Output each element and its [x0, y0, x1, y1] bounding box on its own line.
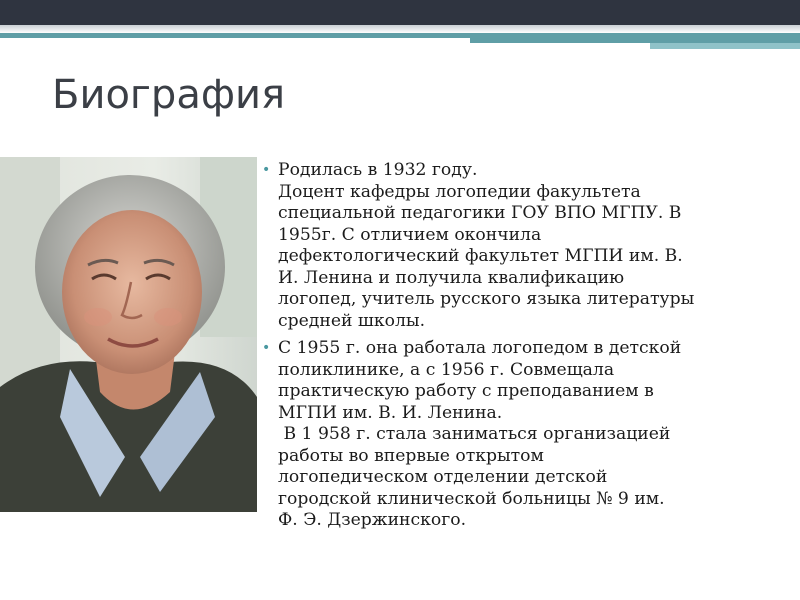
bullet-icon: •: [262, 162, 271, 178]
bullet-1-line: средней школы.: [278, 310, 426, 331]
bullet-2-line: городской клинической больницы № 9 им.: [278, 488, 665, 509]
bullet-2-line: Ф. Э. Дзержинского.: [278, 510, 467, 530]
header-band: [0, 0, 800, 25]
bullet-2-line: С 1955 г. она работала логопедом в детской: [278, 338, 682, 358]
header-shadow: [0, 25, 800, 33]
portrait-image: [0, 157, 257, 512]
bullet-1-line: дефектологический факультет МГПИ им. В.: [278, 246, 683, 266]
bullet-item-2: [260, 338, 750, 532]
bio-text: [260, 160, 750, 538]
bullet-1-line: И. Ленина и получила квалификацию: [278, 267, 625, 288]
bullet-2-line: В 1 958 г. стала заниматься организацией: [278, 424, 671, 444]
accent-block: [470, 33, 800, 43]
bullet-1-line: логопед, учитель русского языка литературы: [278, 289, 695, 309]
bullet-1-line: специальной педагогики ГОУ ВПО МГПУ. В: [278, 203, 682, 223]
bullet-2-line: работы во впервые открытом: [278, 445, 544, 466]
bullet-2-line: логопедическом отделении детской: [278, 467, 608, 487]
bullet-2-line: МГПИ им. В. И. Ленина.: [278, 402, 503, 423]
accent-block-light: [650, 43, 800, 49]
slide-title: Биография: [52, 72, 286, 118]
bullet-2-line: практическую работу с преподаванием в: [278, 381, 654, 401]
portrait-photo: [0, 157, 257, 512]
bullet-2-line: поликлинике, а с 1956 г. Совмещала: [278, 359, 615, 380]
bullet-item-1: [260, 160, 750, 332]
bullet-1-line: Доцент кафедры логопедии факультета: [278, 181, 641, 202]
bullet-1-line: Родилась в 1932 году.: [278, 160, 478, 180]
bullet-icon: •: [262, 340, 271, 356]
bullet-1-line: 1955г. С отличием окончила: [278, 224, 542, 245]
